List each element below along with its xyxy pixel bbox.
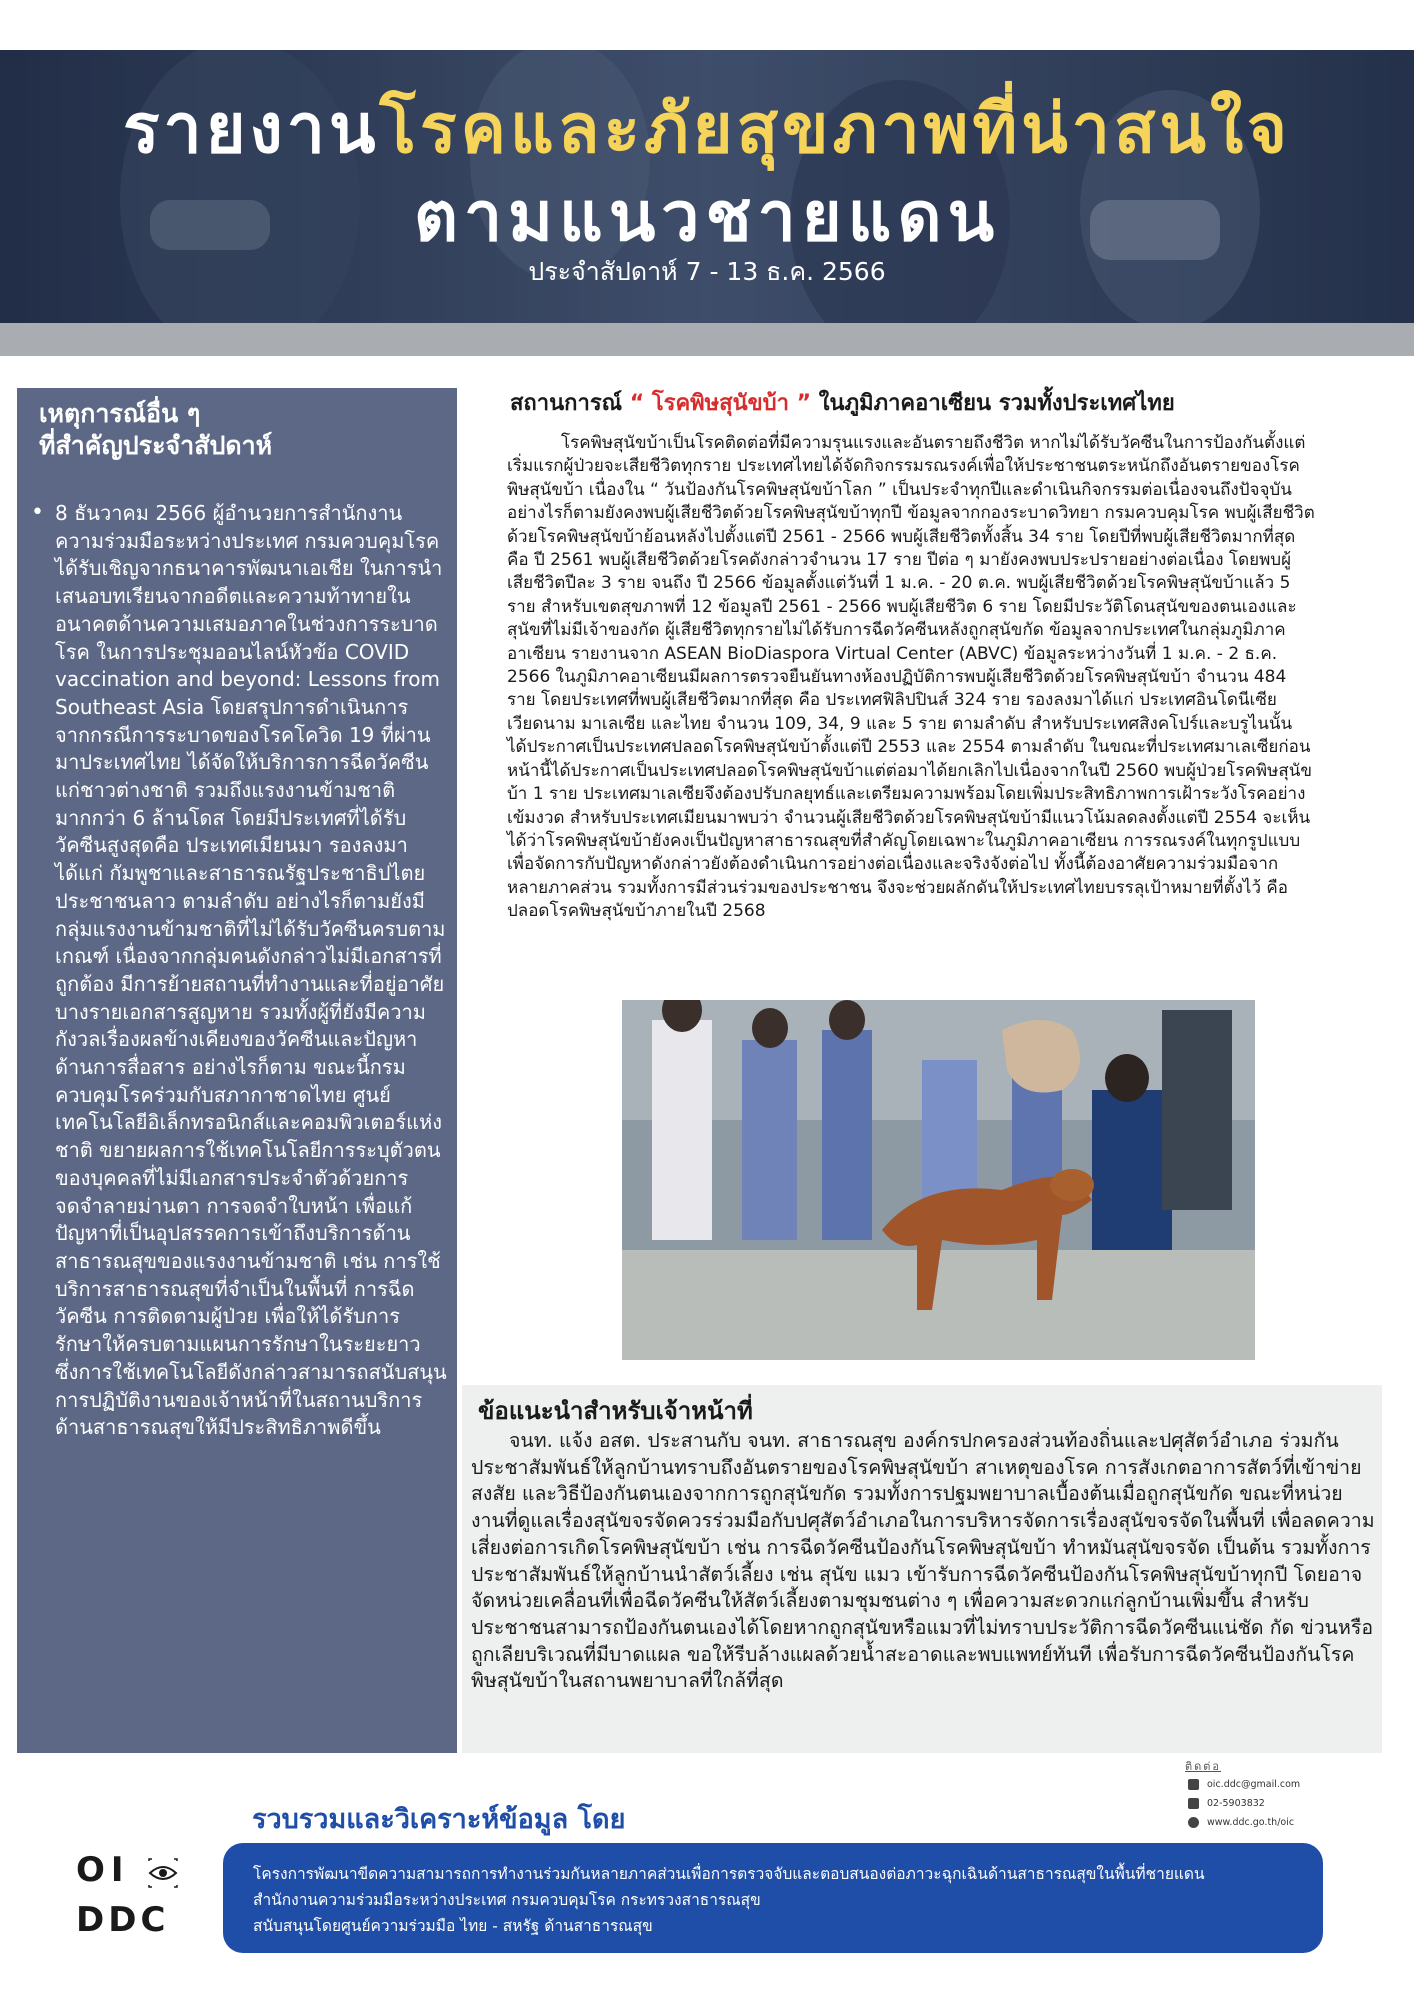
report-title-part1: รายงาน	[123, 90, 380, 169]
contact-label: ติดต่อ	[1185, 1760, 1222, 1773]
recommendations-body: จนท. แจ้ง อสต. ประสานกับ จนท. สาธารณสุข องค์กรปกครองส่วนท้องถิ่นและปศุสัตว์อำเภอ ร่วมกันประชาสัมพันธ์ให้ลูกบ้านทราบถึงอันตรายของโรคพิษสุนัขบ้า สาเหตุของโรค การสังเกตอาการสัตว์ที่เข้าข่ายสงสัย และวิธีป้องกันตนเองจากการถูกสุนัขกัด รวมทั้งการปฐมพยาบาลเบื้องต้นเมื่อถูกสุนัขกัด ขณะที่หน่วยงานที่ดูแลเรื่องสุนัขจรจัดควรร่วมมือกับปศุสัตว์อำเภอในการบริหารจัดการเรื่องสุนัขจรจัดในพื้นที่ เพื่อลดความเสี่ยงต่อการเกิดโรคพิษสุนัขบ้า เช่น การฉีดวัคซีนป้องกันโรคพิษสุนัขบ้า ทำหมันสุนัขจรจัด เป็นต้น รวมทั้งการประชาสัมพันธ์ให้ลูกบ้านนำสัตว์เลี้ยง เช่น สุนัข แมว เข้ารับการฉีดวัคซีนป้องกันโรคพิษสุนัขบ้าทุกปี โดยอาจจัดหน่วยเคลื่อนที่เพื่อฉีดวัคซีนให้สัตว์เลี้ยงตามชุมชนต่าง ๆ เพื่อความสะดวกแก่ลูกบ้านเพิ่มขึ้น สำหรับประชาชนสามารถป้องกันตนเองได้โดยหากถูกสุนัขหรือแมวที่ไม่ทราบประวัติการฉีดวัคซีนแน่ชัด กัด ข่วนหรือถูกเลียบริเวณที่มีบาดแผล ขอให้รีบล้างแผลด้วยน้ำสะอาดและพบแพทย์ทันที เพื่อรับการฉีดวัคซีนป้องกันโรคพิษสุนัขบ้าในสถานพยาบาลที่ใกล้ที่สุด	[471, 1429, 1375, 1693]
contact-phone[interactable]: 02-5903832	[1207, 1798, 1265, 1809]
footer-project-banner	[223, 1843, 1323, 1953]
contact-block	[1185, 1757, 1385, 1832]
footer-project-line: โครงการพัฒนาขีดความสามารถการทำงานร่วมกันหลายภาคส่วนเพื่อการตรวจจับและตอบสนองต่อภาวะฉุกเฉินด้านสาธารณสุขในพื้นที่ชายแดน	[253, 1865, 1205, 1883]
report-title-line2: ตามแนวชายแดน	[413, 178, 1001, 257]
article-title-prefix: สถานการณ์	[510, 391, 630, 416]
article-title-highlight: “ โรคพิษสุนัขบ้า ”	[629, 391, 812, 416]
photo-illustration	[622, 1000, 1255, 1360]
footer-support-line: สนับสนุนโดยศูนย์ความร่วมมือ ไทย - สหรัฐ ด้านสาธารณสุข	[253, 1917, 653, 1935]
sidebar-heading-line1: เหตุการณ์อื่น ๆ	[39, 399, 201, 428]
phone-icon	[1188, 1798, 1199, 1809]
report-week: ประจำสัปดาห์ 7 - 13 ธ.ค. 2566	[528, 257, 886, 286]
compiled-by-heading: รวบรวมและวิเคราะห์ข้อมูล โดย	[252, 1804, 626, 1835]
article-title	[510, 385, 1390, 420]
contact-website[interactable]: www.ddc.go.th/oic	[1207, 1817, 1295, 1828]
mail-icon	[1188, 1779, 1199, 1790]
contact-email[interactable]: oic.ddc@gmail.com	[1207, 1779, 1301, 1790]
sidebar-other-events	[17, 388, 457, 1753]
article-title-suffix: ในภูมิภาคอาเซียน รวมทั้งประเทศไทย	[811, 391, 1175, 416]
logo-text-line2: DDC	[76, 1900, 170, 1940]
sidebar-heading	[39, 398, 439, 462]
footer-office-line: สำนักงานความร่วมมือระหว่างประเทศ กรมควบคุมโรค กระทรวงสาธารณสุข	[253, 1891, 761, 1909]
eye-logo-icon	[148, 1858, 178, 1888]
sidebar-event-text: 8 ธันวาคม 2566 ผู้อำนวยการสำนักงานความร่วมมือระหว่างประเทศ กรมควบคุมโรค ได้รับเชิญจากธนาคารพัฒนาเอเชีย ในการนำเสนอบทเรียนจากอดีตและความท้าทายในอนาคตด้านความเสมอภาคในช่วงการระบาดโรค ในการประชุมออนไลน์หัวข้อ COVID vaccination and beyond: Lessons from Southeast Asia โดยสรุปการดำเนินการ จากกรณีการระบาดของโรคโควิด 19 ที่ผ่านมาประเทศไทย ได้จัดให้บริการการฉีดวัคซีนแก่ชาวต่างชาติ รวมถึงแรงงานข้ามชาติมากกว่า 6 ล้านโดส โดยมีประเทศที่ได้รับวัคซีนสูงสุดคือ ประเทศเมียนมา รองลงมา ได้แก่ กัมพูชาและสาธารณรัฐประชาธิปไตยประชาชนลาว ตามลำดับ อย่างไรก็ตามยังมีกลุ่มแรงงานข้ามชาติที่ไม่ได้รับวัคซีนครบตามเกณฑ์ เนื่องจากกลุ่มคนดังกล่าวไม่มีเอกสารที่ถูกต้อง มีการย้ายสถานที่ทำงานและที่อยู่อาศัย บางรายเอกสารสูญหาย รวมทั้งผู้ที่ยังมีความกังวลเรื่องผลข้างเคียงของวัคซีนและปัญหาด้านการสื่อสาร อย่างไรก็ตาม ขณะนี้กรมควบคุมโรคร่วมกับสภากาชาดไทย ศูนย์เทคโนโลยีอิเล็กทรอนิกส์และคอมพิวเตอร์แห่งชาติ ขยายผลการใช้เทคโนโลยีการระบุตัวตนของบุคคลที่ไม่มีเอกสารประจำตัวด้วยการจดจำลายม่านตา การจดจำใบหน้า เพื่อแก้ปัญหาที่เป็นอุปสรรคการเข้าถึงบริการด้านสาธารณสุขของแรงงานข้ามชาติ เช่น การใช้บริการสาธารณสุขที่จำเป็นในพื้นที่ การฉีดวัคซีน การติดตามผู้ป่วย เพื่อให้ได้รับการรักษาให้ครบตามแผนการรักษาในระยะยาว ซึ่งการใช้เทคโนโลยีดังกล่าวสามารถสนับสนุนการปฏิบัติงานของเจ้าหน้าที่ในสถานบริการด้านสาธารณสุขให้มีประสิทธิภาพดีขึ้น	[55, 501, 447, 1440]
contact-email-row[interactable]	[1185, 1775, 1385, 1794]
oic-ddc-logo	[72, 1850, 192, 1950]
report-title-part2: โรคและภัยสุขภาพที่น่าสนใจ	[379, 90, 1291, 169]
bullet-dot-icon: •	[31, 500, 44, 525]
report-title	[0, 90, 1414, 170]
header-banner	[0, 50, 1414, 323]
globe-icon	[1188, 1817, 1199, 1828]
recommendations-title: ข้อแนะนำสำหรับเจ้าหน้าที่	[478, 1397, 753, 1425]
contact-website-row[interactable]	[1185, 1813, 1385, 1832]
rabies-vaccination-photo	[622, 1000, 1255, 1360]
article-body: โรคพิษสุนัขบ้าเป็นโรคติดต่อที่มีความรุนแรงและอันตรายถึงชีวิต หากไม่ได้รับวัคซีนในการป้องกันตั้งแต่เริ่มแรกผู้ป่วยจะเสียชีวิตทุกราย ประเทศไทยได้จัดกิจกรรมรณรงค์เพื่อให้ประชาชนตระหนักถึงอันตรายของโรคพิษสุนัขบ้า เนื่องใน “ วันป้องกันโรคพิษสุนัขบ้าโลก ” เป็นประจำทุกปีและดำเนินกิจกรรมต่อเนื่องจนถึงปัจจุบัน อย่างไรก็ตามยังคงพบผู้เสียชีวิตด้วยโรคพิษสุนัขบ้าทุกปี ข้อมูลจากกองระบาดวิทยา กรมควบคุมโรค พบผู้เสียชีวิตด้วยโรคพิษสุนัขบ้าย้อนหลังไปตั้งแต่ปี 2561 - 2566 พบผู้เสียชีวิตทั้งสิ้น 34 ราย โดยปีที่พบผู้เสียชีวิตมากที่สุด คือ ปี 2561 พบผู้เสียชีวิตด้วยโรคดังกล่าวจำนวน 17 ราย ปีต่อ ๆ มายังคงพบประปรายอย่างต่อเนื่อง โดยพบผู้เสียชีวิตปีละ 3 ราย จนถึง ปี 2566 ข้อมูลตั้งแต่วันที่ 1 ม.ค. - 20 ต.ค. พบผู้เสียชีวิตด้วยโรคพิษสุนัขบ้าแล้ว 5 ราย สำหรับเขตสุขภาพที่ 12 ข้อมูลปี 2561 - 2566 พบผู้เสียชีวิต 6 ราย โดยมีประวัติโดนสุนัขของตนเองและสุนัขที่ไม่มีเจ้าของกัด ผู้เสียชีวิตทุกรายไม่ได้รับการฉีดวัคซีนหลังถูกสุนัขกัด ข้อมูลจากประเทศในกลุ่มภูมิภาคอาเซียน รายงานจาก ASEAN BioDiaspora Virtual Center (ABVC) ข้อมูลระหว่างวันที่ 1 ม.ค. - 2 ธ.ค. 2566 ในภูมิภาคอาเซียนมีผลการตรวจยืนยันทางห้องปฏิบัติการพบผู้เสียชีวิตด้วยโรคพิษสุนัขบ้า จำนวน 484 ราย โดยประเทศที่พบผู้เสียชีวิตมากที่สุด คือ ประเทศฟิลิปปินส์ 324 ราย รองลงมาได้แก่ ประเทศอินโดนีเซีย เวียดนาม มาเลเซีย และไทย จำนวน 109, 34, 9 และ 5 ราย ตามลำดับ สำหรับประเทศสิงคโปร์และบรูไนนั้น ได้ประกาศเป็นประเทศปลอดโรคพิษสุนัขบ้าตั้งแต่ปี 2553 และ 2554 ตามลำดับ ในขณะที่ประเทศมาเลเซียก่อนหน้านี้ได้ประกาศเป็นประเทศปลอดโรคพิษสุนัขบ้าแต่ต่อมาได้ยกเลิกไปเนื่องจากในปี 2560 พบผู้ป่วยโรคพิษสุนัขบ้า 1 ราย ประเทศมาเลเซียจึงต้องปรับกลยุทธ์และเตรียมความพร้อมโดยเพิ่มประสิทธิภาพการเฝ้าระวังโรคอย่างเข้มงวด สำหรับประเทศเมียนมาพบว่า จำนวนผู้เสียชีวิตด้วยโรคพิษสุนัขบ้ามีแนวโน้มลดลงตั้งแต่ปี 2554 จะเห็นได้ว่าโรคพิษสุนัขบ้ายังคงเป็นปัญหาสาธารณสุขที่สำคัญโดยเฉพาะในภูมิภาคอาเซียน การรณรงค์ในทุกรูปแบบเพื่อจัดการกับปัญหาดังกล่าวยังต้องดำเนินการอย่างต่อเนื่องและจริงจังต่อไป ทั้งนี้ต้องอาศัยความร่วมมือจากหลายภาคส่วน รวมทั้งการมีส่วนร่วมของประชาชน จึงจะช่วยผลักดันให้ประเทศไทยบรรลุเป้าหมายที่ตั้งไว้ คือ ปลอดโรคพิษสุนัขบ้าภายในปี 2568	[507, 433, 1315, 922]
sidebar-heading-line2: ที่สำคัญประจำสัปดาห์	[39, 431, 273, 460]
contact-phone-row[interactable]	[1185, 1794, 1385, 1813]
logo-text-line1: OI	[76, 1850, 130, 1890]
header-divider	[0, 323, 1414, 356]
